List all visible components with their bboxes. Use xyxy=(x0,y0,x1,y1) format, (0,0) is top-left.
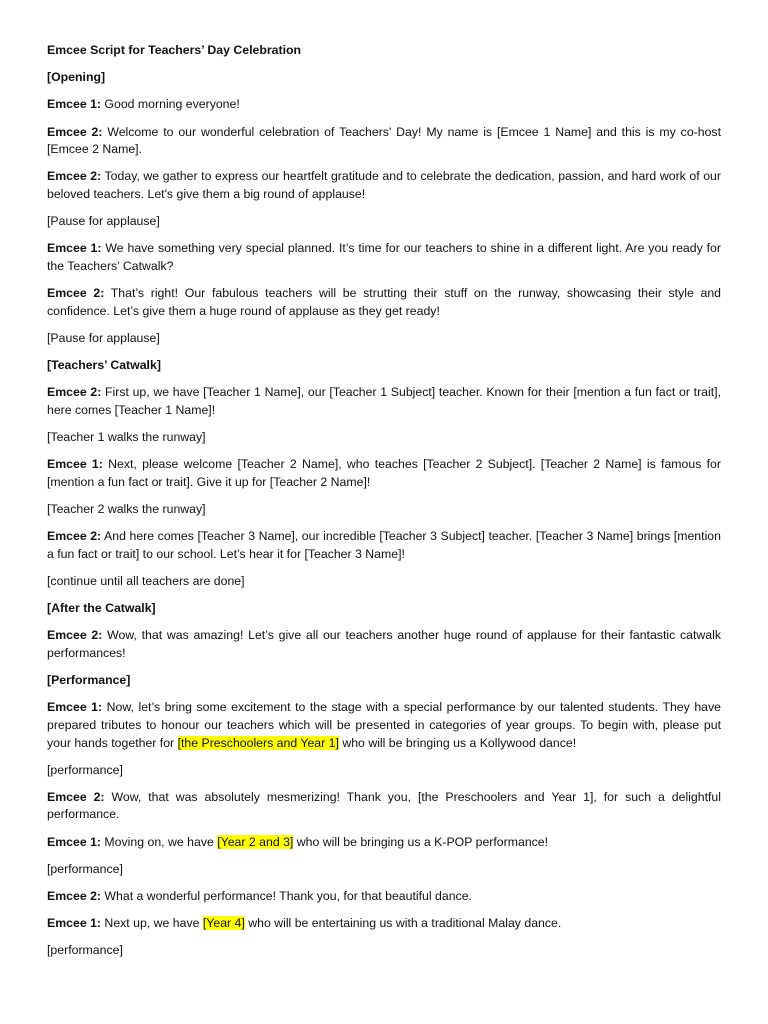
dialogue-text: who will be bringing us a K-POP performance! xyxy=(293,834,549,849)
dialogue-line xyxy=(47,699,721,752)
dialogue-line xyxy=(47,96,721,114)
highlighted-placeholder: [Year 2 and 3] xyxy=(217,834,294,849)
dialogue-line xyxy=(47,915,721,933)
dialogue-line xyxy=(47,627,721,662)
stage-cue: [Pause for applause] xyxy=(47,330,160,345)
dialogue-text: who will be bringing us a Kollywood dance! xyxy=(338,735,577,750)
stage-cue: [performance] xyxy=(47,762,123,777)
dialogue-text: Good morning everyone! xyxy=(101,97,240,112)
section-heading: [Performance] xyxy=(47,673,131,688)
dialogue-line xyxy=(47,528,721,563)
section-heading: [After the Catwalk] xyxy=(47,601,156,616)
speaker-label: Emcee 1: xyxy=(47,97,102,112)
speaker-label: Emcee 2: xyxy=(47,385,102,400)
highlighted-placeholder: [Year 4] xyxy=(202,916,245,931)
dialogue-text: Today, we gather to express our heartfelt gratitude and to celebrate the dedication, passion, and hard work of our beloved teachers. Let's give them a big round of applause! xyxy=(47,169,721,201)
speaker-label: Emcee 1: xyxy=(47,834,102,849)
dialogue-line xyxy=(47,834,721,852)
stage-cue: [Pause for applause] xyxy=(47,214,160,229)
dialogue-line xyxy=(47,456,721,491)
speaker-label: Emcee 1: xyxy=(47,241,102,256)
dialogue-text: What a wonderful performance! Thank you, for that beautiful dance. xyxy=(101,889,472,904)
dialogue-text: who will be entertaining us with a traditional Malay dance. xyxy=(244,916,562,931)
dialogue-line xyxy=(47,789,721,824)
stage-cue: [Teacher 1 walks the runway] xyxy=(47,430,206,445)
dialogue-text: Wow, that was amazing! Let’s give all our teachers another huge round of applause for their fantastic catwalk performances! xyxy=(47,628,721,660)
dialogue-text: Next, please welcome [Teacher 2 Name], who teaches [Teacher 2 Subject]. [Teacher 2 Name] is famous for [mention a fun fact or trait]. Give it up for [Teacher 2 Name]! xyxy=(47,457,721,489)
dialogue-line xyxy=(47,240,721,275)
document-page xyxy=(47,42,721,970)
dialogue-text: Next up, we have xyxy=(101,916,203,931)
speaker-label: Emcee 1: xyxy=(47,700,103,715)
dialogue-text: We have something very special planned. It’s time for our teachers to shine in a different light. Are you ready for the Teachers’ Catwalk? xyxy=(47,241,721,273)
speaker-label: Emcee 1: xyxy=(47,457,103,472)
speaker-label: Emcee 2: xyxy=(47,889,102,904)
section-heading: [Opening] xyxy=(47,70,106,85)
stage-cue: [performance] xyxy=(47,943,123,958)
dialogue-line xyxy=(47,168,721,203)
dialogue-text: Now, let’s bring some excitement to the stage with a special performance by our talented students. They have prepared tributes to honour our teachers which will be presented in categories of year groups. To begin with, please put your hands together for xyxy=(47,700,721,750)
dialogue-text: That’s right! Our fabulous teachers will be strutting their stuff on the runway, showcasing their style and confidence. Let’s give them a huge round of applause as they get ready! xyxy=(47,286,722,318)
speaker-label: Emcee 2: xyxy=(47,789,105,804)
speaker-label: Emcee 2: xyxy=(47,124,103,139)
dialogue-text: First up, we have [Teacher 1 Name], our [Teacher 1 Subject] teacher. Known for their [mention a fun fact or trait], here comes [Teacher 1 Name]! xyxy=(47,385,721,417)
section-heading: [Teachers’ Catwalk] xyxy=(47,358,161,373)
speaker-label: Emcee 2: xyxy=(47,628,103,643)
speaker-label: Emcee 2: xyxy=(47,286,105,301)
dialogue-text: And here comes [Teacher 3 Name], our incredible [Teacher 3 Subject] teacher. [Teacher 3 Name] brings [mention a fun fact or trait] to our school. Let’s hear it for [Teacher 3 Name]! xyxy=(47,529,721,561)
document-title: Emcee Script for Teachers’ Day Celebration xyxy=(47,43,302,57)
dialogue-line xyxy=(47,285,721,320)
dialogue-text: Welcome to our wonderful celebration of Teachers' Day! My name is [Emcee 1 Name] and this is my co-host [Emcee 2 Name]. xyxy=(47,124,721,157)
script-body xyxy=(47,69,721,960)
stage-cue: [continue until all teachers are done] xyxy=(47,573,245,588)
speaker-label: Emcee 2: xyxy=(47,529,102,544)
stage-cue: [Teacher 2 walks the runway] xyxy=(47,502,206,516)
speaker-label: Emcee 1: xyxy=(47,916,102,931)
dialogue-text: Moving on, we have xyxy=(101,834,218,849)
dialogue-line xyxy=(47,124,721,159)
highlighted-placeholder: [the Preschoolers and Year 1] xyxy=(177,735,339,750)
stage-cue: [performance] xyxy=(47,861,123,876)
dialogue-line xyxy=(47,384,721,419)
dialogue-text: Wow, that was absolutely mesmerizing! Thank you, [the Preschoolers and Year 1], for such a delightful performance. xyxy=(47,789,721,822)
speaker-label: Emcee 2: xyxy=(47,169,102,184)
dialogue-line xyxy=(47,888,721,906)
